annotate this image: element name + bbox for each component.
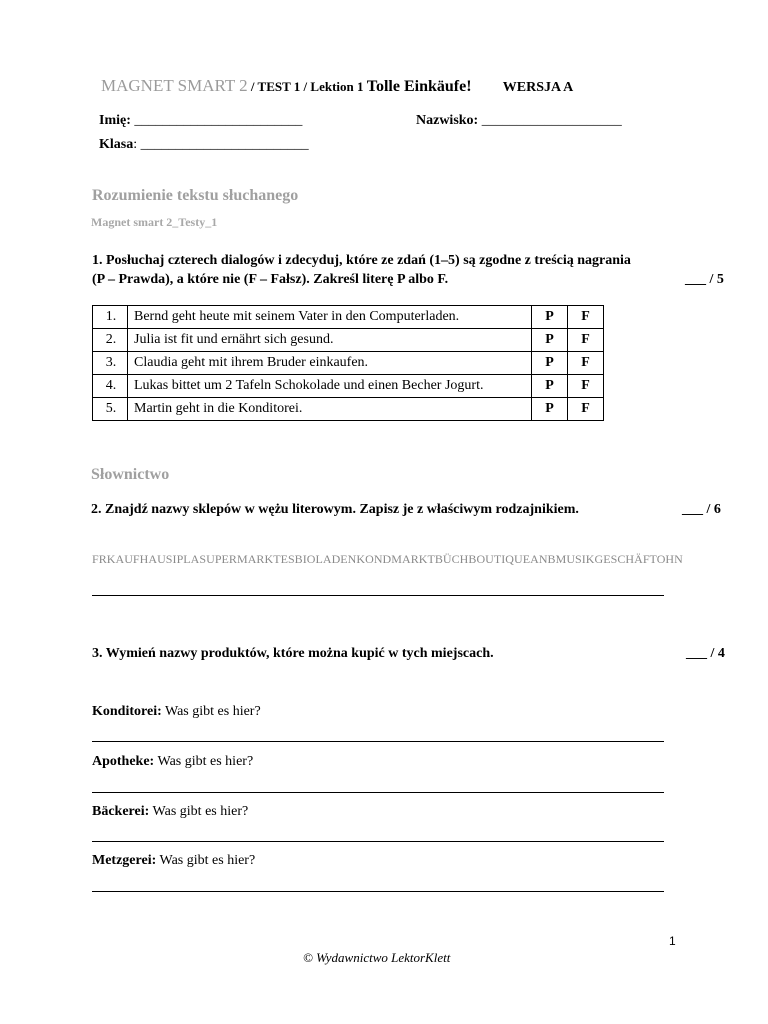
- place-name: Konditorei:: [92, 704, 162, 719]
- place-name: Metzgerei:: [92, 853, 157, 868]
- task1-points: ___ / 5: [685, 272, 724, 287]
- header-separator: /: [247, 79, 258, 94]
- section-title-listening: Rozumienie tekstu słuchanego: [92, 187, 299, 204]
- question-baeckerei: [92, 804, 248, 820]
- row-number: 3.: [93, 352, 128, 375]
- option-p[interactable]: P: [532, 329, 568, 352]
- row-number: 1.: [93, 306, 128, 329]
- table-row: [93, 306, 604, 329]
- option-p[interactable]: P: [532, 352, 568, 375]
- audio-reference: [91, 215, 217, 230]
- task2-points: ___ / 6: [682, 502, 721, 517]
- option-f[interactable]: F: [568, 398, 604, 421]
- surname-blank[interactable]: ____________________: [481, 113, 622, 128]
- copyright-footer: © Wydawnictwo LektorKlett: [303, 950, 451, 965]
- row-statement: Bernd geht heute mit seinem Vater in den Computerladen.: [128, 306, 532, 329]
- first-name-blank[interactable]: ________________________: [134, 113, 303, 128]
- question-text: Was gibt es hier?: [154, 754, 254, 769]
- row-number: 5.: [93, 398, 128, 421]
- header-line: [101, 76, 573, 96]
- surname-label: Nazwisko:: [416, 113, 479, 128]
- task2-instruction: 2. Znajdź nazwy sklepów w wężu literowym. Zapisz je z właściwym rodzajnikiem.: [91, 502, 579, 517]
- row-number: 4.: [93, 375, 128, 398]
- lesson-title: Tolle Einkäufe!: [366, 78, 472, 95]
- question-text: Was gibt es hier?: [156, 853, 256, 868]
- table-row: [93, 329, 604, 352]
- question-text: Was gibt es hier?: [149, 804, 249, 819]
- first-name-field[interactable]: [99, 113, 302, 129]
- page-number: 1: [669, 934, 676, 948]
- true-false-table: [92, 305, 604, 421]
- audio-track-name: Magnet smart 2_Testy_1: [91, 215, 218, 229]
- row-statement: Lukas bittet um 2 Tafeln Schokolade und einen Becher Jogurt.: [128, 375, 532, 398]
- first-name-label: Imię:: [99, 113, 131, 128]
- class-colon: :: [133, 137, 138, 152]
- question-text: Was gibt es hier?: [161, 704, 261, 719]
- place-name: Apotheke:: [92, 754, 155, 769]
- class-blank[interactable]: ________________________: [140, 137, 309, 152]
- place-name: Bäckerei:: [92, 804, 150, 819]
- option-p[interactable]: P: [532, 306, 568, 329]
- section-title-vocabulary: Słownictwo: [91, 466, 170, 483]
- answer-line[interactable]: [92, 741, 664, 742]
- option-f[interactable]: F: [568, 375, 604, 398]
- class-field[interactable]: [99, 137, 309, 153]
- answer-line[interactable]: [92, 891, 664, 892]
- class-label: Klasa: [99, 137, 134, 152]
- letter-snake: FRKAUFHAUSIPLASUPERMARKTESBIOLADENKONDMARKTBÜCHBOUTIQUEANBMUSIKGESCHÄFTOHN: [92, 552, 683, 566]
- version-label: WERSJA A: [502, 80, 574, 95]
- option-f[interactable]: F: [568, 352, 604, 375]
- answer-line-task2[interactable]: [92, 595, 664, 596]
- task1-instruction-line1: 1. Posłuchaj czterech dialogów i zdecyduj, które ze zdań (1–5) są zgodne z treścią nagrania: [92, 253, 631, 268]
- option-p[interactable]: P: [532, 398, 568, 421]
- answer-line[interactable]: [92, 792, 664, 793]
- answer-line[interactable]: [92, 841, 664, 842]
- question-konditorei: [92, 704, 261, 720]
- task3-points: ___ / 4: [686, 646, 725, 661]
- table-row: [93, 375, 604, 398]
- brand-name: MAGNET SMART 2: [101, 76, 248, 95]
- option-p[interactable]: P: [532, 375, 568, 398]
- row-statement: Claudia geht mit ihrem Bruder einkaufen.: [128, 352, 532, 375]
- question-metzgerei: [92, 853, 255, 869]
- question-apotheke: [92, 754, 253, 770]
- surname-field[interactable]: [416, 113, 622, 129]
- row-statement: Julia ist fit und ernährt sich gesund.: [128, 329, 532, 352]
- test-label: TEST 1 / Lektion 1: [257, 79, 364, 94]
- table-row: [93, 398, 604, 421]
- option-f[interactable]: F: [568, 306, 604, 329]
- row-number: 2.: [93, 329, 128, 352]
- task1-instruction-line2: (P – Prawda), a które nie (F – Fałsz). Zakreśl literę P albo F.: [92, 272, 449, 287]
- task3-instruction: 3. Wymień nazwy produktów, które można kupić w tych miejscach.: [92, 646, 494, 661]
- row-statement: Martin geht in die Konditorei.: [128, 398, 532, 421]
- table-row: [93, 352, 604, 375]
- option-f[interactable]: F: [568, 329, 604, 352]
